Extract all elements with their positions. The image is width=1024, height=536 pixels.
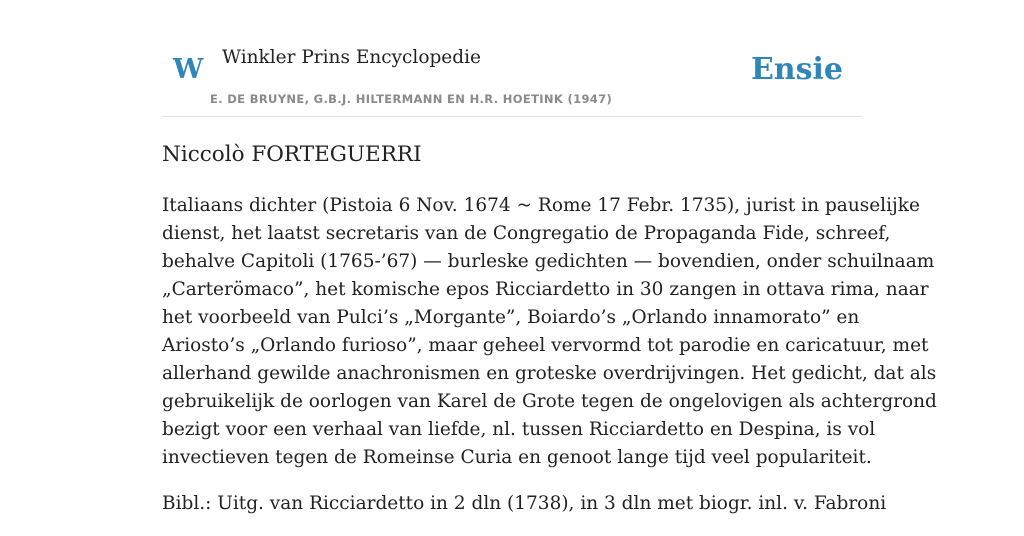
text-line: invectieven tegen de Romeinse Curia en genoot lange tijd veel populariteit. bbox=[162, 447, 872, 468]
text-line: gebruikelijk de oorlogen van Karel de Grote tegen de ongelovigen als achtergrond bbox=[162, 391, 937, 412]
article-title: Niccolò FORTEGUERRI bbox=[162, 142, 422, 167]
publication-authors: E. DE BRUYNE, G.B.J. HILTERMANN EN H.R. HOETINK (1947) bbox=[210, 92, 613, 106]
text-line: Bibl.: Uitg. van Ricciardetto in 2 dln (1738), in 3 dln met biogr. inl. v. Fabroni bbox=[162, 493, 887, 514]
publication-title[interactable]: Winkler Prins Encyclopedie bbox=[222, 47, 481, 68]
text-line: „Carterömaco”, het komische epos Ricciardetto in 30 zangen in ottava rima, naar bbox=[162, 279, 929, 300]
text-line: behalve Capitoli (1765-’67) — burleske gedichten — bovendien, onder schuilnaam bbox=[162, 251, 935, 272]
text-line: allerhand gewilde anachronismen en groteske overdrijvingen. Het gedicht, dat als bbox=[162, 363, 937, 384]
article-paragraph bbox=[162, 192, 937, 472]
ensie-brand-link[interactable]: Ensie bbox=[750, 52, 843, 87]
text-line: bezigt voor een verhaal van liefde, nl. tussen Ricciardetto en Despina, is vol bbox=[162, 419, 876, 440]
article-body bbox=[162, 192, 937, 536]
bibliography-paragraph bbox=[162, 490, 887, 518]
publication-logo[interactable]: W bbox=[173, 54, 204, 85]
site-header bbox=[162, 0, 862, 117]
text-line: het voorbeeld van Pulci’s „Morgante”, Boiardo’s „Orlando innamorato” en bbox=[162, 307, 860, 328]
text-line: dienst, het laatst secretaris van de Congregatio de Propaganda Fide, schreef, bbox=[162, 223, 891, 244]
text-line: Ariosto’s „Orlando furioso”, maar geheel vervormd tot parodie en caricatuur, met bbox=[162, 335, 929, 356]
text-line: Italiaans dichter (Pistoia 6 Nov. 1674 ~ Rome 17 Febr. 1735), jurist in pauselijke bbox=[162, 195, 920, 216]
